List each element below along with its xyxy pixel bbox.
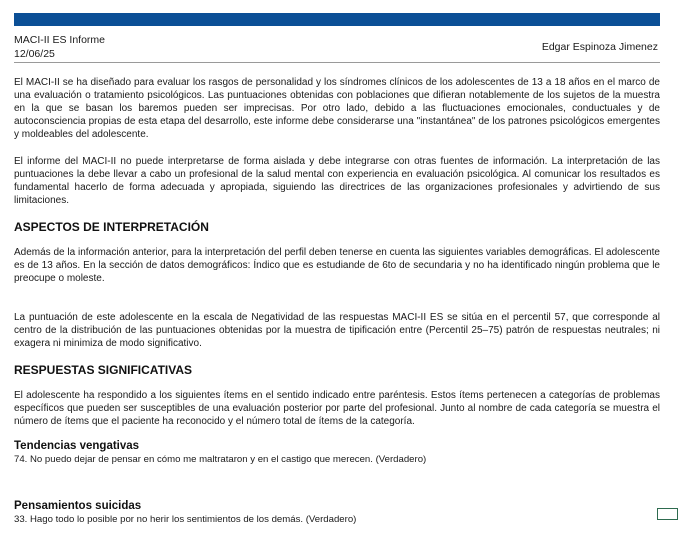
category-item-pensamientos: 33. Hago todo lo posible por no herir los sentimientos de los demás. (Verdadero) [14, 514, 357, 525]
header-accent-bar [14, 13, 660, 26]
report-date: 12/06/25 [14, 48, 55, 60]
intro-paragraph-1: El MACI-II se ha diseñado para evaluar los rasgos de personalidad y los síndromes clínicos de los adolescentes de 13 a 18 años en el marco de una evaluación o tratamiento psicológicos. Las puntuaciones obtenidas con poblaciones que difieran notablemente de los sujetos de la muestra en la que se basan los baremos pueden ser imprecisas. Por otro lado, debido a las fluctuaciones emocionales, conductuales y de autoconsciencia propias de esta etapa del desarrollo, este informe debe considerarse una "instantánea" de los patrones psicológicos emergentes y moldeables del adolescente. [14, 77, 660, 140]
category-item-tendencias: 74. No puedo dejar de pensar en cómo me maltrataron y en el castigo que merecen. (Verdadero) [14, 454, 427, 465]
report-body [14, 76, 660, 526]
report-title: MACI-II ES Informe [14, 34, 106, 46]
section-heading-interpretacion: ASPECTOS DE INTERPRETACIÓN [14, 220, 209, 234]
examiner-name: Edgar Espinoza Jimenez [541, 41, 658, 53]
intro-paragraph-2: El informe del MACI-II no puede interpretarse de forma aislada y debe integrarse con otras fuentes de información. La interpretación de las puntuaciones la debe llevar a cabo un profesional de la salud mental con experiencia en evaluación psicológica. Al comunicar los resultados es fundamental hacerlo de forma adecuada y apropiada, siguiendo las directrices de las organizaciones profesionales y advirtiendo de sus limitaciones. [14, 156, 660, 206]
category-title-tendencias: Tendencias vengativas [14, 440, 140, 452]
category-title-pensamientos: Pensamientos suicidas [14, 500, 142, 512]
respuestas-paragraph: El adolescente ha respondido a los siguientes ítems en el sentido indicado entre paréntesis. Estos ítems pertenecen a categorías de problemas específicos que pueden ser susceptibles de una evaluación posterior por parte del profesional. Junto al nombre de cada categoría se muestra el número de ítems que el paciente ha reconocido y el número total de ítems de la categoría. [14, 390, 660, 427]
interpretacion-paragraph-2: La puntuación de este adolescente en la escala de Negatividad de las respuestas MACI-II ES se sitúa en el percentil 57, que corresponde al centro de la distribución de las puntuaciones obtenidas por la muestra de tipificación entre (Percentil 25–75) patrón de respuestas neutrales; ni exagera ni minimiza de modo significativo. [14, 312, 660, 349]
section-heading-respuestas: RESPUESTAS SIGNIFICATIVAS [14, 363, 193, 377]
interpretacion-paragraph-1: Además de la información anterior, para la interpretación del perfil deben tenerse en cuenta las siguientes variables demográficas. El adolescente es de 13 años. En la sección de datos demográficos: Índico que es estudiande de 6to de secundaria y no ha identificado ningún problema que le preocupe o moleste. [14, 247, 660, 284]
page-corner-box [657, 508, 678, 520]
header-divider [14, 62, 660, 63]
